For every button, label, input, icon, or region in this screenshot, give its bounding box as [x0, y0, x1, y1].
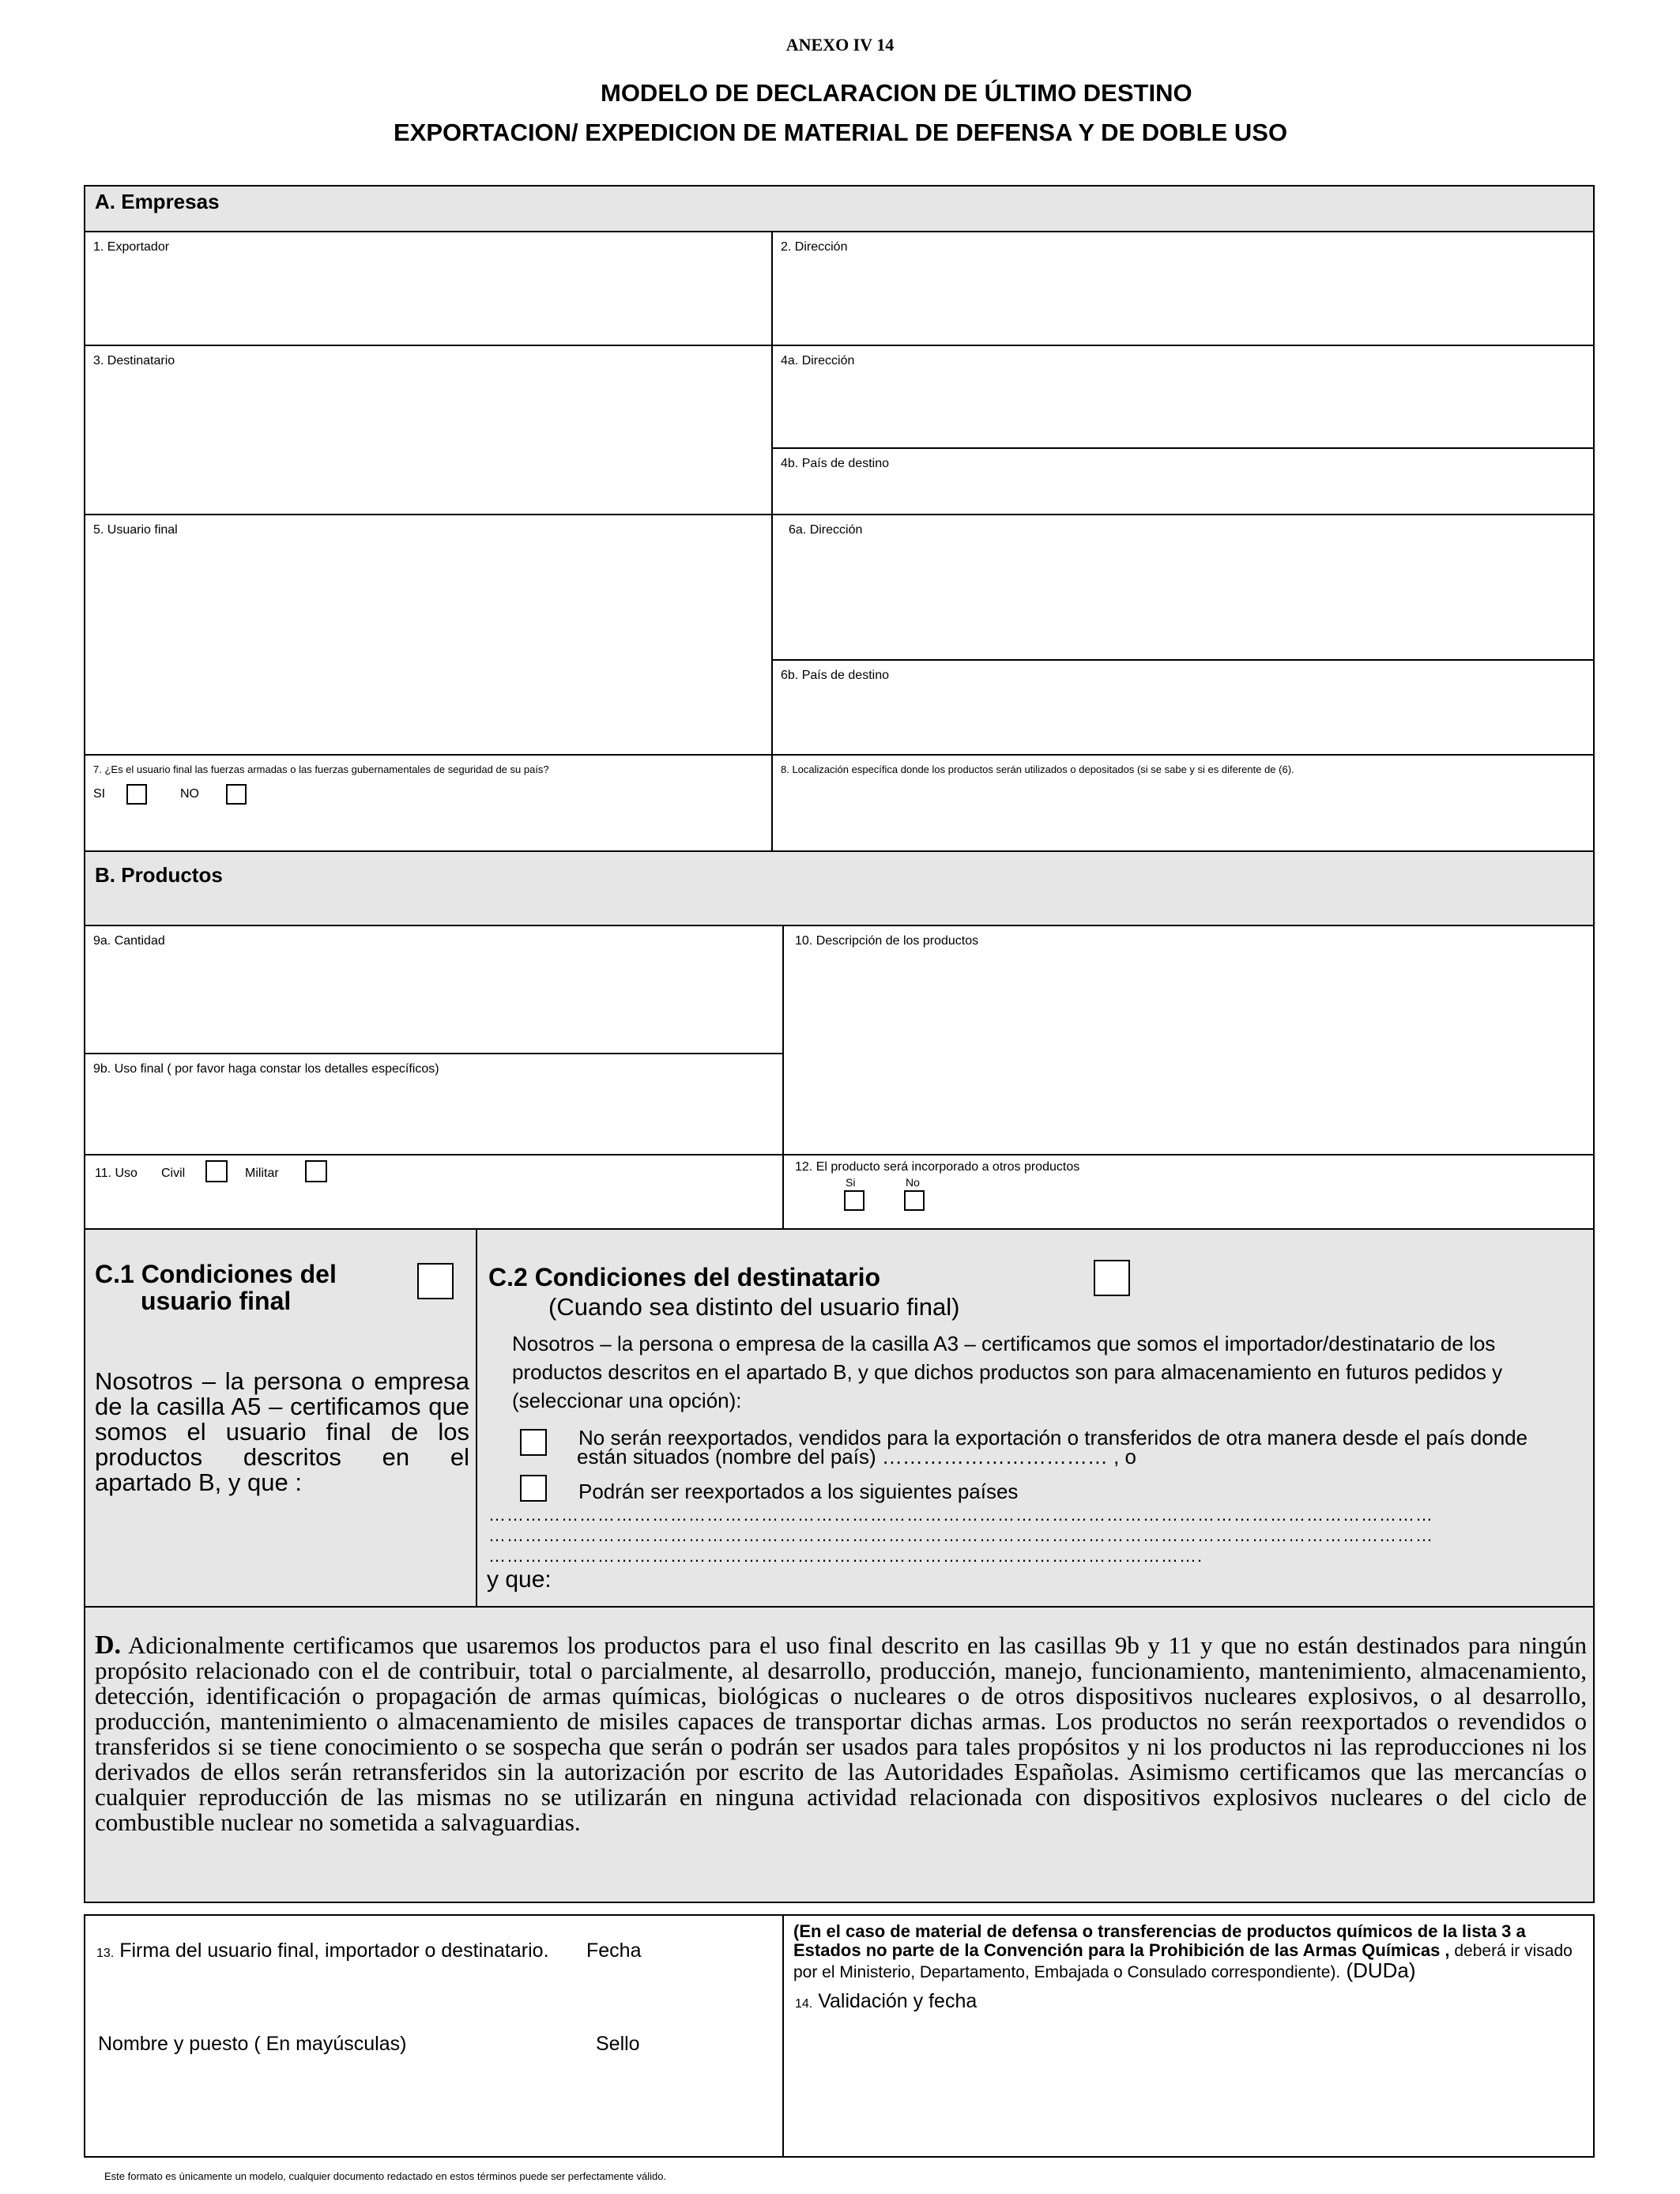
field-9b-label: 9b. Uso final ( por favor haga constar los detalles específicos)	[93, 1062, 439, 1076]
field-2-direccion[interactable]	[771, 231, 1595, 346]
section-b-title: B. Productos	[95, 863, 223, 887]
field-5-label: 5. Usuario final	[93, 523, 178, 537]
field-14-heading	[795, 1990, 977, 2013]
field-10-descripcion[interactable]	[782, 925, 1595, 1155]
field-1-label: 1. Exportador	[93, 240, 170, 254]
section-d-body: Adicionalmente certificamos que usaremos los productos para el uso final descrito en las casillas 9b y 11 y que no están destinados para ningún propósito relacionado con el de contribuir, total o parcialmente, al desarrollo, producción, manejo, funcionamiento, mantenimiento, almacenamiento, detección, identificación o propagación de armas químicas, biológicas o nucleares o de otros dispositivos nucleares explosivos, o al desarrollo, producción, mantenimiento o almacenamiento de misiles capaces de transportar dichas armas. Los productos no serán reexportados o revendidos o transferidos si se tiene conocimiento o se sospecha que serán o podrán ser usados para tales propósitos y ni los productos ni las reproducciones ni los derivados de ellos serán retransferidos sin la autorización por escrito de las Autoridades Españolas. Asimismo certificamos que las mercancías o cualquier reproducción de las mismas no se utilizarán en ninguna actividad relacionada con dispositivos explosivos nucleares o del ciclo de combustible nuclear no sometida a salvaguardias.	[95, 1631, 1587, 1836]
field-4a-direccion[interactable]	[771, 345, 1595, 449]
field-6b-pais[interactable]	[771, 659, 1595, 756]
field-13-sello: Sello	[596, 2033, 640, 2055]
field-11-militar-label: Militar	[245, 1167, 279, 1180]
field-6b-label: 6b. País de destino	[781, 669, 889, 682]
field-14-note-bold: (En el caso de material de defensa o transferencias de productos químicos de la lista 3 a Estados no parte de la Convención para la Prohibición de las Armas Químicas ,	[793, 1921, 1526, 1960]
field-6a-direccion[interactable]	[771, 514, 1595, 661]
page-subtitle: EXPORTACION/ EXPEDICION DE MATERIAL DE DEFENSA Y DE DOBLE USO	[394, 119, 1288, 146]
field-14-validacion[interactable]	[782, 1914, 1595, 2158]
field-4b-label: 4b. País de destino	[781, 457, 889, 470]
field-14-note	[793, 1922, 1587, 1982]
section-a-title: A. Empresas	[95, 190, 220, 213]
c2-subtitle: (Cuando sea distinto del usuario final)	[548, 1293, 960, 1321]
annex-label: ANEXO IV 14	[785, 35, 895, 55]
field-9b-uso-final[interactable]	[84, 1053, 784, 1155]
c2-countries-line1[interactable]: …………………………………………………………………………………………………………………………………………	[488, 1505, 1433, 1525]
section-d-letter: D.	[95, 1630, 122, 1660]
c2-option1-checkbox[interactable]	[520, 1429, 547, 1456]
field-5-usuario-final[interactable]	[84, 514, 773, 756]
field-10-label: 10. Descripción de los productos	[795, 934, 979, 948]
field-11-uso	[84, 1154, 784, 1230]
field-7-fuerzas-armadas	[84, 754, 773, 852]
field-11-civil-label: Civil	[161, 1167, 186, 1180]
c2-title: C.2 Condiciones del destinatario	[488, 1263, 881, 1291]
c2-option2-checkbox[interactable]	[520, 1475, 547, 1502]
section-a-header	[84, 185, 1595, 232]
c2-body: Nosotros – la persona o empresa de la casilla A3 – certificamos que somos el importador/destinatario de los productos descritos en el apartado B, y que dichos productos son para almacenamiento en futuros pedidos y (seleccionar una opción):	[512, 1332, 1503, 1412]
c2-closing: y que:	[487, 1566, 552, 1593]
field-7-label: 7. ¿Es el usuario final las fuerzas armadas o las fuerzas gubernamentales de seguridad de su país?	[93, 763, 549, 775]
section-b-header	[84, 850, 1595, 926]
field-3-destinatario[interactable]	[84, 345, 773, 515]
field-14-num: 14.	[795, 1997, 813, 2011]
section-d	[84, 1606, 1595, 1903]
field-9a-cantidad[interactable]	[84, 925, 784, 1054]
c1-checkbox[interactable]	[417, 1263, 454, 1299]
field-12-no-checkbox[interactable]	[904, 1190, 925, 1211]
field-7-no-checkbox[interactable]	[226, 784, 247, 805]
field-6a-label: 6a. Dirección	[789, 523, 863, 537]
field-8-label: 8. Localización específica donde los productos serán utilizados o depositados (si se sabe y si es diferente de (6).	[781, 763, 1294, 775]
page-title: MODELO DE DECLARACION DE ÚLTIMO DESTINO	[601, 79, 1192, 107]
field-12-si-checkbox[interactable]	[844, 1190, 864, 1211]
field-3-label: 3. Destinatario	[93, 354, 175, 368]
c2-countries-line3[interactable]: ……………………………………………………………………………………………………….	[488, 1546, 1203, 1566]
field-2-label: 2. Dirección	[781, 240, 848, 254]
field-1-exportador[interactable]	[84, 231, 773, 346]
field-13-fecha: Fecha	[586, 1940, 642, 1962]
field-8-localizacion[interactable]	[771, 754, 1595, 852]
section-d-text	[95, 1630, 1587, 1836]
field-12-incorporado	[782, 1154, 1595, 1230]
field-14-note-tag: (DUDa)	[1340, 1958, 1416, 1982]
c2-option1-line2: están situados (nombre del país) …………………………… , o	[577, 1445, 1137, 1468]
field-13-label: Firma del usuario final, importador o destinatario.	[119, 1940, 549, 1962]
field-13-nombre: Nombre y puesto ( En mayúsculas)	[98, 2033, 407, 2055]
field-14-note-normal: deberá ir visado por el Ministerio, Departamento, Embajada o Consulado correspondiente).	[793, 1942, 1573, 1981]
section-c2	[476, 1228, 1595, 1608]
field-7-si-checkbox[interactable]	[126, 784, 147, 805]
field-11-militar-checkbox[interactable]	[305, 1160, 327, 1182]
c1-title-line2: usuario final	[141, 1287, 292, 1315]
field-12-si-label: Si	[846, 1176, 856, 1189]
field-4a-label: 4a. Dirección	[781, 354, 855, 368]
c1-title-line1: C.1 Condiciones del	[95, 1260, 337, 1288]
field-13-heading	[96, 1940, 549, 1962]
field-7-no-label: NO	[180, 787, 199, 801]
c2-checkbox[interactable]	[1094, 1260, 1130, 1296]
field-9a-label: 9a. Cantidad	[93, 934, 165, 948]
c2-countries-line2[interactable]: …………………………………………………………………………………………………………………………………………	[488, 1525, 1433, 1545]
section-c1	[84, 1228, 477, 1608]
field-14-label: Validación y fecha	[818, 1990, 977, 2012]
field-12-no-label: No	[906, 1176, 920, 1189]
field-13-num: 13.	[96, 1947, 115, 1960]
c1-body: Nosotros – la persona o empresa de la casilla A5 – certificamos que somos el usuario final de los productos descritos en el apartado B, y que :	[95, 1367, 469, 1496]
field-13-firma[interactable]	[84, 1914, 784, 2158]
field-12-label: 12. El producto será incorporado a otros productos	[795, 1160, 1080, 1174]
field-7-si-label: SI	[93, 787, 106, 801]
field-4b-pais[interactable]	[771, 447, 1595, 515]
footer-note: Este formato es únicamente un modelo, cualquier documento redactado en estos términos puede ser perfectamente válido.	[104, 2170, 667, 2182]
c2-option1-line1: No serán reexportados, vendidos para la exportación o transferidos de otra manera desde el país donde	[578, 1426, 1528, 1449]
field-11-civil-checkbox[interactable]	[205, 1160, 228, 1182]
c2-option2: Podrán ser reexportados a los siguientes países	[578, 1480, 1019, 1503]
field-11-label: 11. Uso	[95, 1167, 137, 1180]
